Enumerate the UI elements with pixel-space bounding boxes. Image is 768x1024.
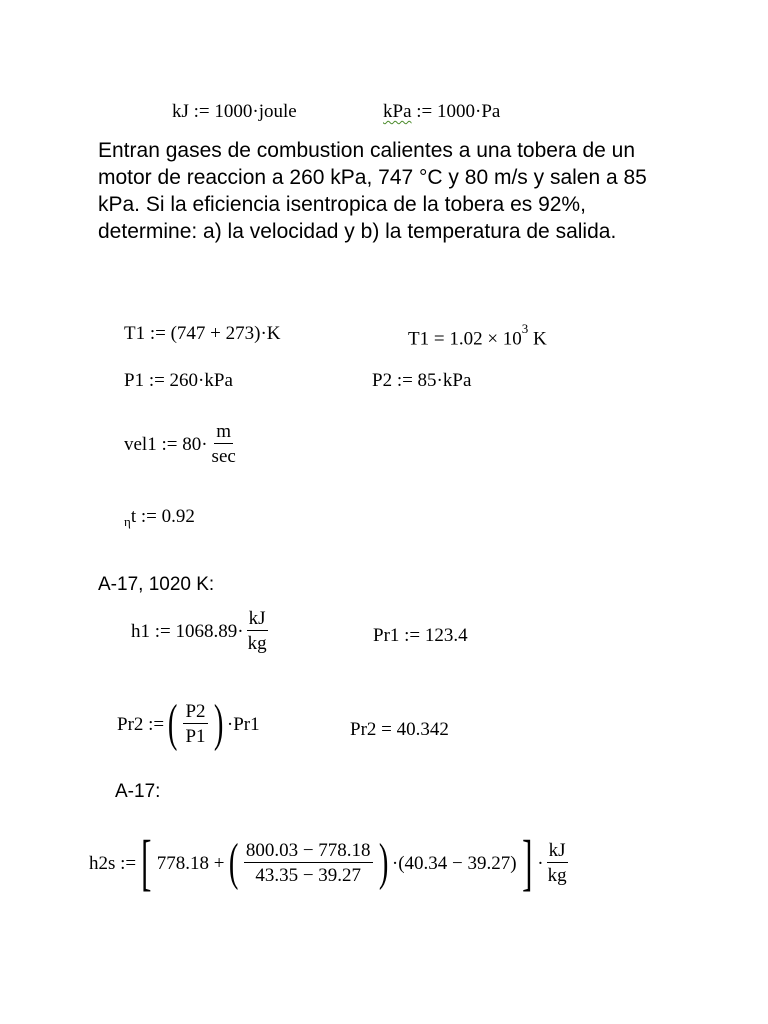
right-bracket: ] bbox=[521, 829, 533, 897]
efficiency-value: t := 0.92 bbox=[130, 506, 195, 527]
h1-unit-denominator: kg bbox=[247, 633, 267, 654]
h2s-unit-denominator: kg bbox=[547, 865, 567, 886]
pr2-ratio-denominator: P1 bbox=[185, 726, 206, 747]
kpa-definition-value: := 1000·Pa bbox=[411, 101, 501, 122]
vel1-unit-denominator: sec bbox=[211, 446, 236, 467]
kj-definition: kJ := 1000·joule bbox=[172, 101, 297, 122]
eta-symbol: η bbox=[124, 514, 131, 529]
pr2-pressure-ratio bbox=[183, 702, 207, 746]
t1-result-mantissa: T1 = 1.02 × 10 bbox=[408, 328, 522, 350]
pr2-definition bbox=[117, 695, 260, 752]
h2s-dot: · bbox=[537, 852, 544, 874]
h2s-definition bbox=[89, 829, 571, 897]
pr2-rhs: ·Pr1 bbox=[226, 713, 260, 735]
pr2-result: Pr2 = 40.342 bbox=[350, 719, 449, 740]
h2s-fraction-denominator: 43.35 − 39.27 bbox=[255, 865, 362, 886]
vel1-unit-numerator: m bbox=[216, 421, 232, 442]
vel1-definition bbox=[124, 422, 240, 466]
h2s-unit-fraction bbox=[546, 841, 569, 885]
vel1-unit-fraction bbox=[210, 422, 238, 466]
h1-definition bbox=[131, 609, 271, 653]
t1-result-unit: K bbox=[528, 328, 547, 350]
p1-definition: P1 := 260·kPa bbox=[124, 370, 233, 391]
pr1-definition: Pr1 := 123.4 bbox=[373, 625, 468, 646]
p2-definition: P2 := 85·kPa bbox=[372, 370, 472, 391]
h2s-fraction-numerator: 800.03 − 778.18 bbox=[245, 840, 371, 861]
h1-unit-fraction bbox=[246, 609, 269, 653]
problem-statement: Entran gases de combustion calientes a una tobera de un motor de reaccion a 260 kPa, 747 °C y 80 m/s y salen a 85 kPa. Si la eficiencia isentropica de la tobera es 92%, determine: a) la velocidad y b) la temperatura de salida. bbox=[98, 139, 647, 243]
h2s-lhs: h2s := bbox=[89, 852, 137, 874]
section-label-a17: A-17: bbox=[115, 781, 161, 802]
vel1-lhs: vel1 := 80· bbox=[124, 433, 208, 455]
left-paren: ( bbox=[168, 695, 178, 752]
kpa-unit-name: kPa bbox=[383, 101, 412, 122]
pr2-ratio-numerator: P2 bbox=[185, 701, 206, 722]
left-bracket: [ bbox=[141, 829, 152, 897]
t1-result-exponent: 3 bbox=[521, 321, 529, 336]
pr2-lhs: Pr2 := bbox=[117, 713, 165, 735]
h2s-unit-numerator: kJ bbox=[548, 840, 566, 861]
kpa-definition bbox=[383, 102, 500, 121]
right-paren: ) bbox=[213, 695, 223, 752]
h2s-first-term: 778.18 + bbox=[156, 852, 225, 874]
h1-unit-numerator: kJ bbox=[248, 608, 266, 629]
h2s-interpolation-fraction bbox=[244, 841, 373, 885]
left-paren-2: ( bbox=[228, 834, 238, 891]
t1-result bbox=[408, 321, 547, 350]
efficiency-definition bbox=[124, 506, 195, 529]
t1-definition: T1 := (747 + 273)·K bbox=[124, 323, 281, 344]
right-paren-2: ) bbox=[378, 834, 388, 891]
h1-lhs: h1 := 1068.89· bbox=[131, 620, 244, 642]
h2s-multiplier: ·(40.34 − 39.27) bbox=[391, 852, 517, 874]
section-label-a17-1020k: A-17, 1020 K: bbox=[98, 574, 215, 595]
